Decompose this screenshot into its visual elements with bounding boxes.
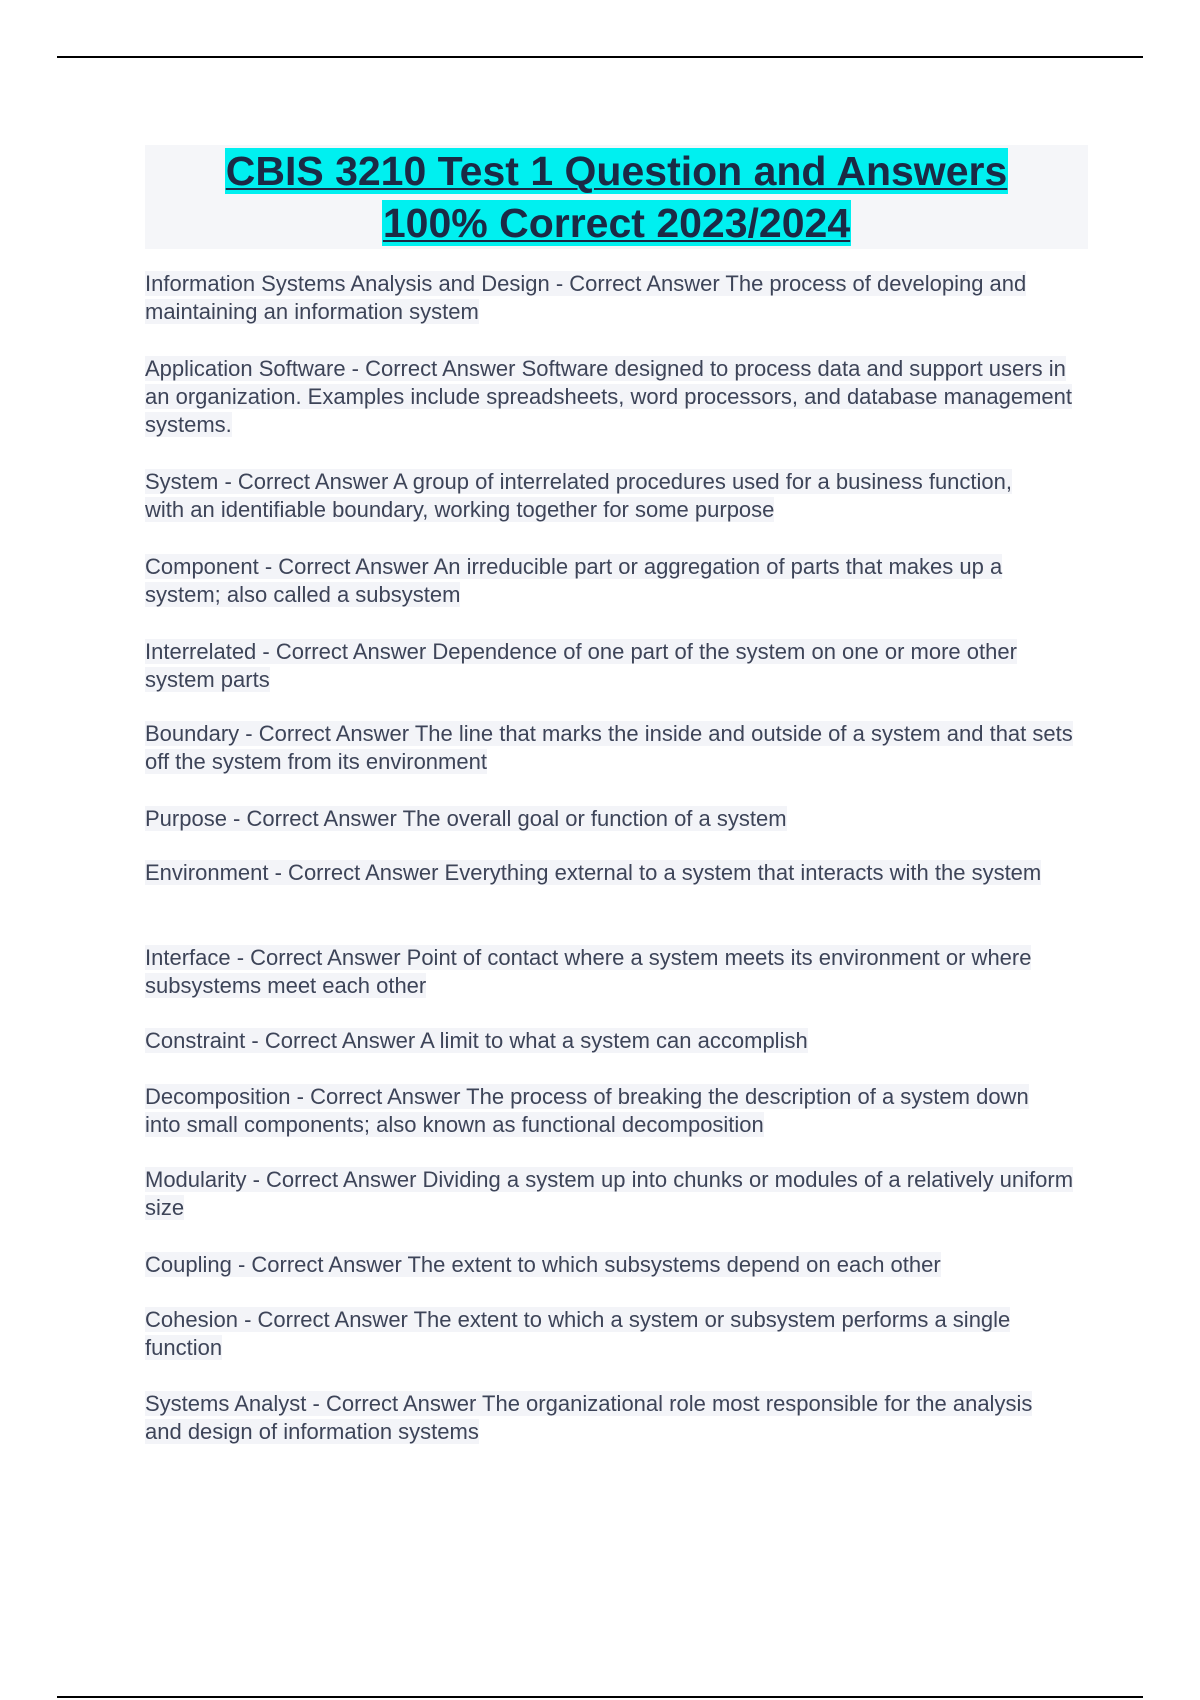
qa-entry [145, 1251, 1090, 1279]
qa-entry-text: Boundary - Correct Answer The line that marks the inside and outside of a system and that sets off the system from its environment [145, 721, 1073, 774]
title-text-1: CBIS 3210 Test 1 Question and Answers [225, 148, 1008, 194]
title-text-2: 100% Correct 2023/2024 [382, 200, 851, 246]
qa-entry-text: Application Software - Correct Answer Software designed to process data and support users in an organization. Examples include spreadsheets, word processors, and database management systems. [145, 356, 1072, 437]
qa-entry-text: Modularity - Correct Answer Dividing a system up into chunks or modules of a relatively uniform size [145, 1167, 1074, 1220]
qa-entry-text: Constraint - Correct Answer A limit to what a system can accomplish [145, 1028, 808, 1053]
bottom-divider [57, 1696, 1143, 1698]
top-divider [57, 56, 1143, 58]
document-title [145, 145, 1088, 249]
qa-entry [145, 720, 1080, 776]
qa-entry-text: System - Correct Answer A group of interrelated procedures used for a business function, with an identifiable boundary, working together for some purpose [145, 469, 1013, 522]
qa-entry-text: Systems Analyst - Correct Answer The organizational role most responsible for the analysis and design of information systems [145, 1391, 1033, 1444]
qa-entry [145, 944, 1065, 1000]
qa-entry [145, 468, 1045, 524]
qa-entry-text: Environment - Correct Answer Everything external to a system that interacts with the system [145, 860, 1042, 885]
title-line-1 [145, 145, 1088, 197]
qa-entry [145, 638, 1055, 694]
qa-entry [145, 1306, 1045, 1362]
qa-entry-text: Cohesion - Correct Answer The extent to which a system or subsystem performs a single function [145, 1307, 1011, 1360]
qa-entry-text: Interface - Correct Answer Point of contact where a system meets its environment or where subsystems meet each other [145, 945, 1032, 998]
qa-entry [145, 355, 1075, 439]
qa-entry-text: Component - Correct Answer An irreducible part or aggregation of parts that makes up a system; also called a subsystem [145, 554, 1003, 607]
qa-entry [145, 270, 1075, 326]
title-line-2 [145, 197, 1088, 249]
qa-entry [145, 1027, 1080, 1055]
qa-entry-text: Coupling - Correct Answer The extent to which subsystems depend on each other [145, 1252, 941, 1277]
qa-entry [145, 1390, 1045, 1446]
qa-entry-text: Information Systems Analysis and Design - Correct Answer The process of developing and maintaining an information system [145, 271, 1027, 324]
qa-entry [145, 859, 1060, 887]
qa-entry [145, 1083, 1065, 1139]
qa-entry [145, 805, 1080, 833]
qa-entry-text: Interrelated - Correct Answer Dependence of one part of the system on one or more other system parts [145, 639, 1017, 692]
qa-entry [145, 553, 1080, 609]
qa-entry-text: Purpose - Correct Answer The overall goal or function of a system [145, 806, 787, 831]
qa-entry [145, 1166, 1090, 1222]
qa-entry-text: Decomposition - Correct Answer The process of breaking the description of a system down into small components; also known as functional decomposition [145, 1084, 1029, 1137]
